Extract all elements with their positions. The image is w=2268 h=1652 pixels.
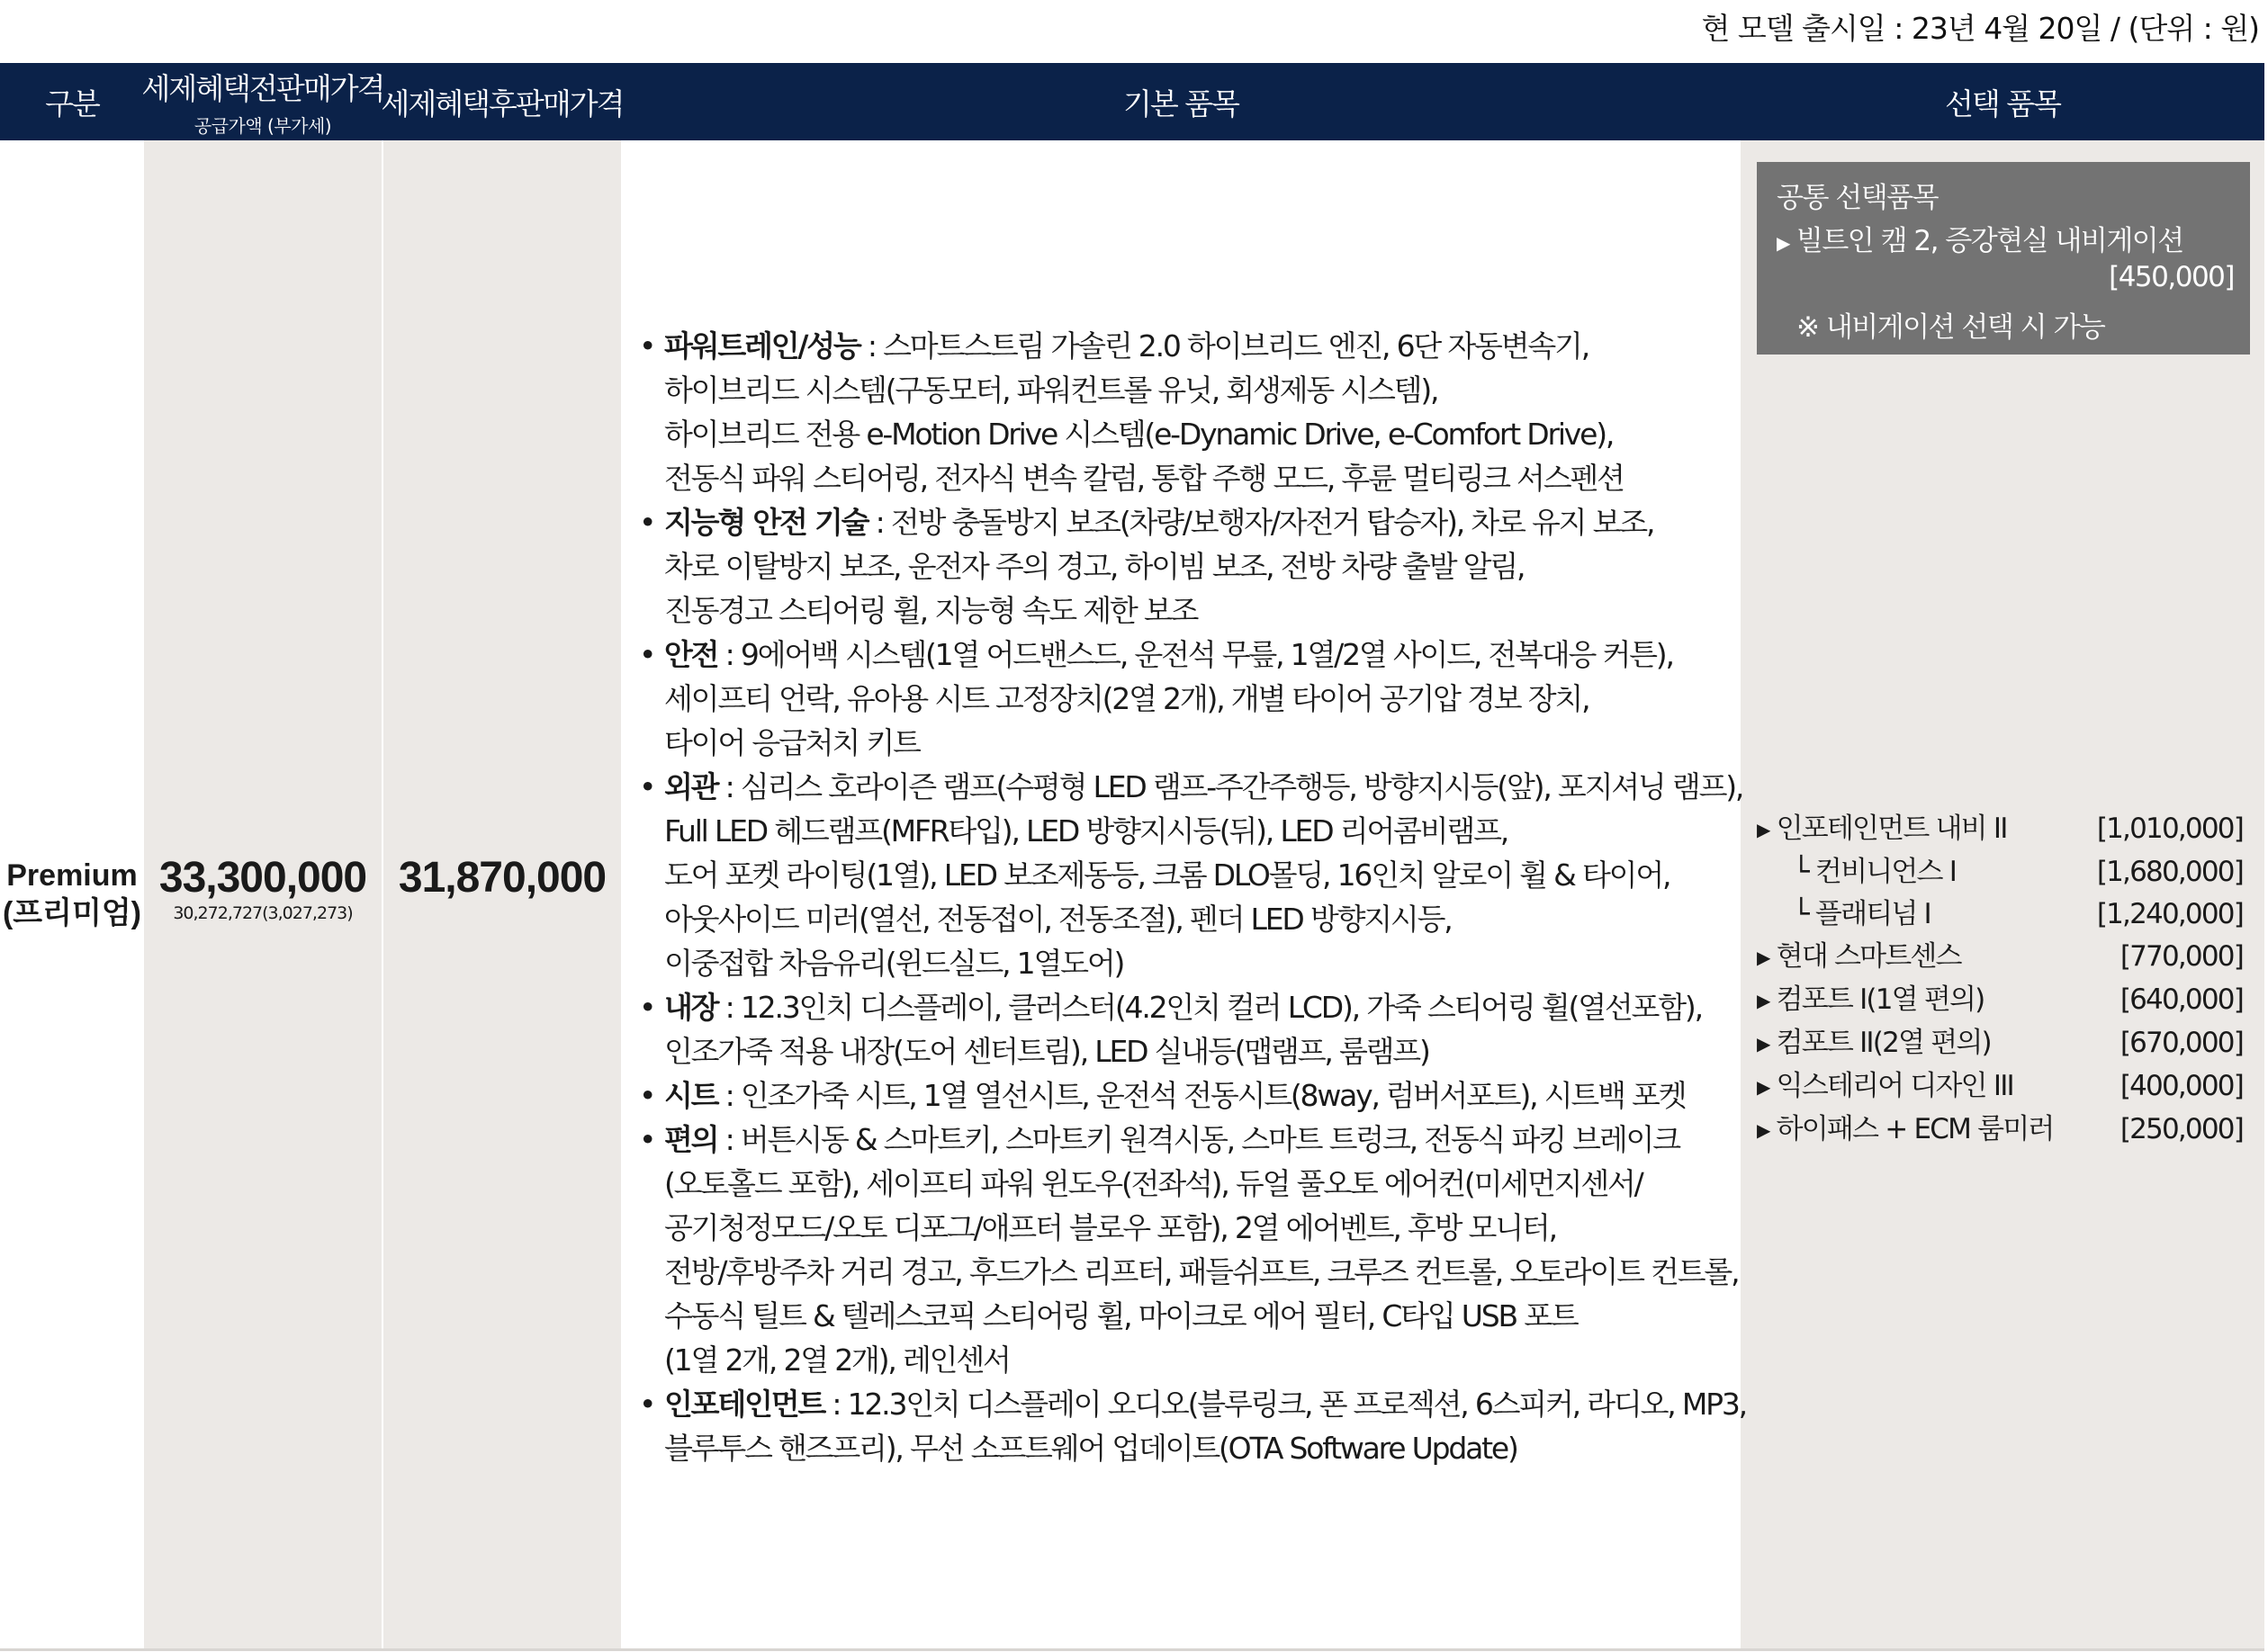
feature-line: 하이브리드 시스템(구동모터, 파워컨트롤 유닛, 회생제동 시스템), bbox=[664, 373, 1438, 408]
option-row bbox=[1757, 979, 2243, 1022]
feature-line: (오토홀드 포함), 세이프티 파워 윈도우(전좌석), 듀얼 풀오토 에어컨(미세먼지센서/ bbox=[664, 1166, 1642, 1201]
option-row bbox=[1757, 1109, 2243, 1152]
common-options-item-label: 빌트인 캠 2, 증강현실 내비게이션 bbox=[1796, 225, 2183, 257]
option-name bbox=[1757, 1065, 2013, 1109]
price-after-cell bbox=[383, 853, 621, 903]
feature-line: 이중접합 차음유리(윈드실드, 1열도어) bbox=[664, 946, 1124, 981]
feature-text: : 심리스 호라이즌 램프(수평형 LED 램프-주간주행등, 방향지시등(앞), 포지셔닝 램프), bbox=[717, 769, 1743, 804]
option-name bbox=[1757, 936, 1961, 979]
option-price: [640,000] bbox=[2120, 983, 2243, 1016]
option-price: [250,000] bbox=[2120, 1113, 2243, 1145]
triangle-right-icon: ▶ bbox=[1757, 819, 1769, 840]
price-before-breakdown: 30,272,727(3,027,273) bbox=[173, 903, 353, 923]
option-name-text: 인포테인먼트 내비 II bbox=[1776, 813, 2007, 845]
feature-line bbox=[664, 1118, 1728, 1162]
feature-line: 아웃사이드 미러(열선, 전동접이, 전동조절), 펜더 LED 방향지시등, bbox=[664, 902, 1452, 937]
option-name bbox=[1757, 851, 1956, 893]
feature-text: : 인조가죽 시트, 1열 열선시트, 운전석 전동시트(8way, 럼버서포트), 시트백 포켓 bbox=[717, 1078, 1686, 1113]
feature-line: 인조가죽 적용 내장(도어 센터트림), LED 실내등(맵램프, 룸램프) bbox=[664, 1034, 1429, 1069]
triangle-right-icon: ▶ bbox=[1757, 1076, 1769, 1098]
feature-category: 안전 bbox=[664, 637, 718, 672]
table-header bbox=[0, 63, 2264, 140]
feature-line bbox=[664, 1382, 1746, 1426]
feature-category: 외관 bbox=[664, 769, 718, 804]
header-price-before bbox=[141, 63, 384, 140]
option-name bbox=[1757, 1109, 2054, 1152]
feature-category: 파워트레인/성능 bbox=[664, 328, 860, 364]
option-name-text: 익스테리어 디자인 III bbox=[1776, 1070, 2013, 1102]
option-price: [1,010,000] bbox=[2096, 813, 2243, 845]
option-price: [400,000] bbox=[2120, 1070, 2243, 1102]
option-name-text: 현대 스마트센스 bbox=[1776, 940, 1961, 973]
triangle-right-icon: ▶ bbox=[1757, 947, 1769, 968]
feature-item bbox=[639, 765, 1743, 985]
bullet-icon: • bbox=[639, 505, 655, 540]
common-options-title: 공통 선택품목 bbox=[1777, 182, 1939, 214]
header-trim-label: 구분 bbox=[45, 85, 99, 121]
feature-item bbox=[639, 500, 1728, 633]
option-row bbox=[1757, 851, 2243, 893]
feature-line: 하이브리드 전용 e-Motion Drive 시스템(e-Dynamic Drive, e-Comfort Drive), bbox=[664, 417, 1614, 452]
header-price-after-label: 세제혜택후판매가격 bbox=[381, 85, 624, 121]
header-options bbox=[1741, 63, 2264, 140]
option-name bbox=[1757, 893, 1930, 936]
table-bottom-border bbox=[0, 1648, 2264, 1651]
feature-text: : 12.3인치 디스플레이 오디오(블루링크, 폰 프로젝션, 6스피커, 라디오, MP3, bbox=[824, 1387, 1746, 1422]
bullet-icon: • bbox=[639, 1078, 655, 1113]
option-name-text: └ 컨비니언스 I bbox=[1793, 856, 1957, 888]
release-date-note: 현 모델 출시일 : 23년 4월 20일 / (단위 : 원) bbox=[1701, 11, 2259, 46]
option-price: [770,000] bbox=[2120, 940, 2243, 973]
feature-line bbox=[664, 324, 1728, 368]
feature-line bbox=[664, 985, 1728, 1029]
feature-line: 수동식 틸트 & 텔레스코픽 스티어링 휠, 마이크로 에어 필터, C타입 USB 포트 bbox=[664, 1298, 1578, 1333]
feature-line: 세이프티 언락, 유아용 시트 고정장치(2열 2개), 개별 타이어 공기압 경보 장치, bbox=[664, 681, 1589, 716]
price-before-cell bbox=[144, 853, 382, 923]
common-options-note: ※ 내비게이션 선택 시 가능 bbox=[1796, 311, 2105, 344]
feature-line: 도어 포켓 라이팅(1열), LED 보조제동등, 크롬 DLO몰딩, 16인치 알로이 휠 & 타이어, bbox=[664, 857, 1670, 893]
feature-text: : 버튼시동 & 스마트키, 스마트키 원격시동, 스마트 트렁크, 전동식 파킹 브레이크 bbox=[717, 1122, 1679, 1157]
feature-line bbox=[664, 500, 1728, 544]
option-name-text: 컴포트 I(1열 편의) bbox=[1776, 983, 1984, 1016]
feature-line: 전동식 파워 스티어링, 전자식 변속 칼럼, 통합 주행 모드, 후륜 멀티링크 서스펜션 bbox=[664, 461, 1624, 496]
bullet-icon: • bbox=[639, 328, 655, 364]
feature-item bbox=[639, 1382, 1746, 1470]
option-row bbox=[1757, 893, 2243, 936]
feature-text: : 9에어백 시스템(1열 어드밴스드, 운전석 무릎, 1열/2열 사이드, 전복대응 커튼), bbox=[717, 637, 1673, 672]
header-price-before-sub: 공급가액 (부가세) bbox=[194, 115, 332, 137]
feature-category: 내장 bbox=[664, 990, 718, 1025]
common-options-price: [450,000] bbox=[2109, 261, 2234, 293]
feature-category: 시트 bbox=[664, 1078, 718, 1113]
trim-name-kr: (프리미엄) bbox=[2, 896, 142, 930]
trim-name-en: Premium bbox=[6, 858, 138, 893]
options-list bbox=[1757, 808, 2243, 1152]
common-options-box bbox=[1757, 162, 2250, 355]
option-row bbox=[1757, 1065, 2243, 1109]
trim-name bbox=[0, 857, 144, 932]
header-trim bbox=[0, 63, 144, 140]
feature-line: 차로 이탈방지 보조, 운전자 주의 경고, 하이빔 보조, 전방 차량 출발 알림, bbox=[664, 549, 1525, 584]
feature-text: : 스마트스트림 가솔린 2.0 하이브리드 엔진, 6단 자동변속기, bbox=[860, 328, 1589, 364]
header-basic-items-label: 기본 품목 bbox=[1122, 85, 1238, 121]
bullet-icon: • bbox=[639, 637, 655, 672]
option-name-text: 컴포트 II(2열 편의) bbox=[1776, 1027, 1991, 1059]
feature-category: 편의 bbox=[664, 1122, 718, 1157]
price-before-value: 33,300,000 bbox=[158, 854, 367, 902]
option-row bbox=[1757, 808, 2243, 851]
header-basic-items bbox=[621, 63, 1741, 140]
feature-item bbox=[639, 1073, 1728, 1118]
option-price: [670,000] bbox=[2120, 1027, 2243, 1059]
feature-item bbox=[639, 1118, 1739, 1382]
option-row bbox=[1757, 936, 2243, 979]
feature-line bbox=[664, 765, 1743, 809]
triangle-right-icon: ▶ bbox=[1757, 990, 1769, 1011]
feature-line bbox=[664, 633, 1728, 677]
basic-items-list bbox=[639, 324, 1746, 1470]
option-row bbox=[1757, 1022, 2243, 1065]
option-name bbox=[1757, 1022, 1991, 1065]
bullet-icon: • bbox=[639, 1387, 655, 1422]
feature-category: 지능형 안전 기술 bbox=[664, 505, 868, 540]
option-price: [1,680,000] bbox=[2096, 856, 2243, 888]
feature-category: 인포테인먼트 bbox=[664, 1387, 825, 1422]
feature-line: (1열 2개, 2열 2개), 레인센서 bbox=[664, 1342, 1010, 1378]
header-price-after bbox=[381, 63, 624, 140]
feature-line: 전방/후방주차 거리 경고, 후드가스 리프터, 패들쉬프트, 크루즈 컨트롤, 오토라이트 컨트롤, bbox=[664, 1254, 1739, 1289]
feature-item bbox=[639, 633, 1728, 765]
common-options-item bbox=[1777, 218, 2183, 258]
bullet-icon: • bbox=[639, 990, 655, 1025]
feature-line: 진동경고 스티어링 휠, 지능형 속도 제한 보조 bbox=[664, 593, 1198, 628]
feature-line: 블루투스 핸즈프리), 무선 소프트웨어 업데이트(OTA Software Update) bbox=[664, 1431, 1517, 1466]
feature-text: : 전방 충돌방지 보조(차량/보행자/자전거 탑승자), 차로 유지 보조, bbox=[868, 505, 1654, 540]
triangle-right-icon: ▶ bbox=[1757, 1119, 1769, 1141]
feature-item bbox=[639, 324, 1728, 500]
bullet-icon: • bbox=[639, 769, 655, 804]
feature-line: 타이어 응급처치 키트 bbox=[664, 725, 920, 760]
option-name bbox=[1757, 808, 2007, 851]
feature-line bbox=[664, 1073, 1728, 1118]
option-name-text: 하이패스 + ECM 룸미러 bbox=[1776, 1113, 2054, 1145]
option-name-text: └ 플래티넘 I bbox=[1793, 898, 1930, 930]
header-price-before-label: 세제혜택전판매가격 bbox=[141, 71, 384, 106]
bullet-icon: • bbox=[639, 1122, 655, 1157]
header-options-label: 선택 품목 bbox=[1944, 85, 2060, 121]
triangle-right-icon: ▶ bbox=[1757, 1033, 1769, 1055]
feature-line: Full LED 헤드램프(MFR타입), LED 방향지시등(뒤), LED 리어콤비램프, bbox=[664, 813, 1508, 848]
option-name bbox=[1757, 979, 1984, 1022]
price-after-value: 31,870,000 bbox=[398, 854, 607, 902]
triangle-right-icon: ▶ bbox=[1777, 231, 1789, 254]
feature-item bbox=[639, 985, 1728, 1073]
feature-text: : 12.3인치 디스플레이, 클러스터(4.2인치 컬러 LCD), 가죽 스티어링 휠(열선포함), bbox=[717, 990, 1702, 1025]
option-price: [1,240,000] bbox=[2096, 898, 2243, 930]
feature-line: 공기청정모드/오토 디포그/애프터 블로우 포함), 2열 에어벤트, 후방 모니터, bbox=[664, 1210, 1556, 1245]
